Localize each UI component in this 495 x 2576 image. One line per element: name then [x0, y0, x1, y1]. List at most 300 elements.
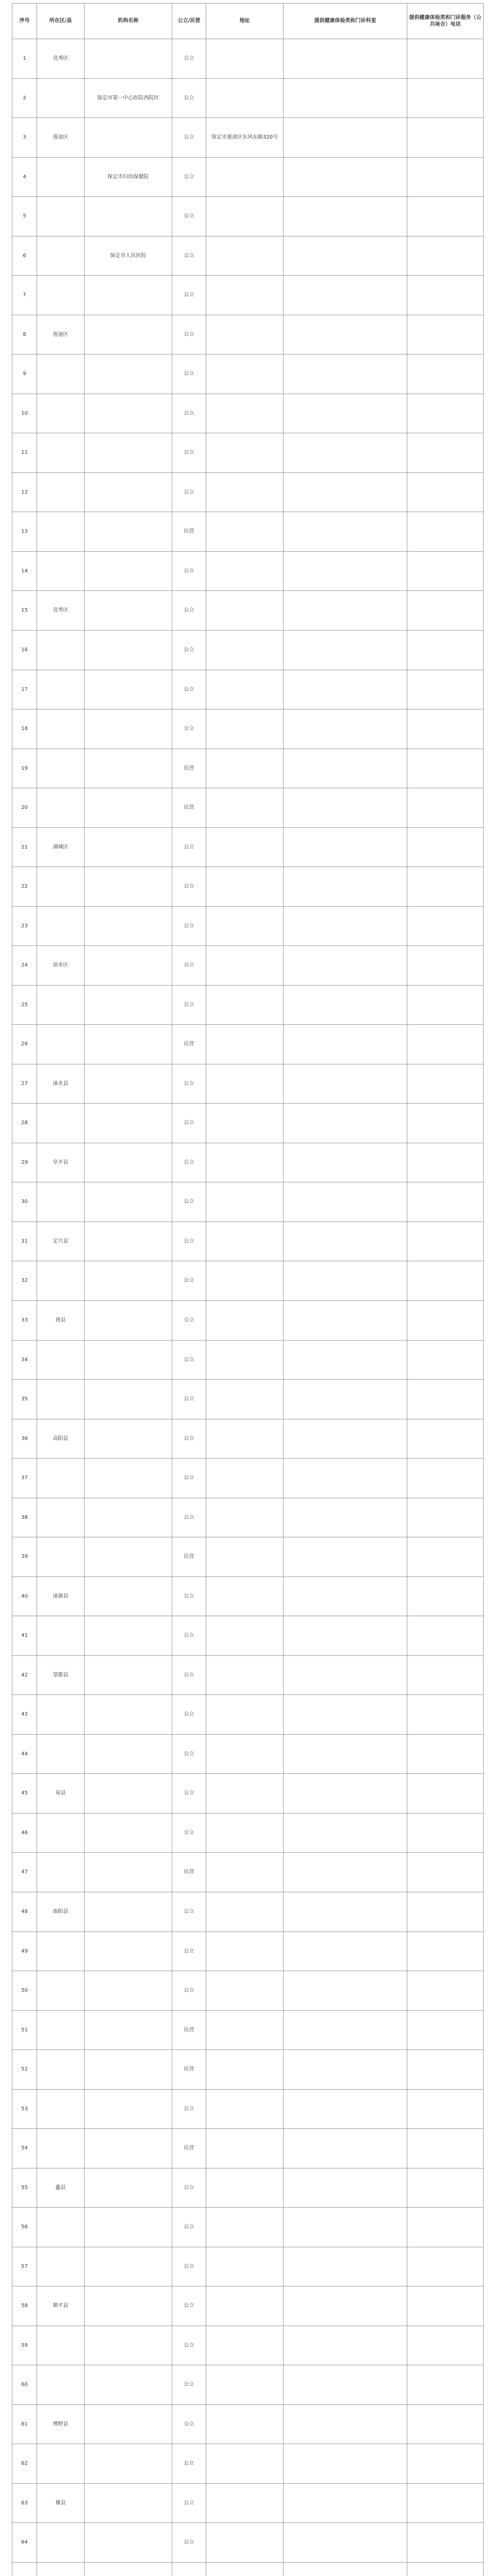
cell-phone	[407, 472, 484, 512]
cell-service	[284, 1459, 407, 1498]
table-row	[12, 39, 484, 79]
cell-name	[85, 512, 172, 552]
cell-type: 公立	[172, 2326, 206, 2365]
table-row	[12, 1104, 484, 1143]
cell-phone	[407, 906, 484, 946]
table-row	[12, 236, 484, 276]
table-row	[12, 2523, 484, 2563]
cell-address	[206, 1537, 284, 1577]
cell-service	[284, 591, 407, 631]
cell-district	[37, 709, 85, 749]
cell-service	[284, 2089, 407, 2129]
cell-district	[37, 2247, 85, 2286]
cell-type: 公立	[172, 2089, 206, 2129]
cell-phone	[407, 1892, 484, 1931]
cell-address	[206, 315, 284, 354]
table-row	[12, 512, 484, 552]
cell-no: 14	[12, 551, 37, 591]
cell-no: 9	[12, 354, 37, 394]
cell-name	[85, 2483, 172, 2523]
cell-address	[206, 1419, 284, 1459]
cell-address	[206, 2365, 284, 2405]
cell-no: 18	[12, 709, 37, 749]
cell-name	[85, 1380, 172, 1419]
cell-no: 41	[12, 1616, 37, 1656]
cell-address	[206, 2208, 284, 2247]
cell-service	[284, 197, 407, 236]
cell-service	[284, 1892, 407, 1931]
cell-type: 公立	[172, 2404, 206, 2444]
cell-address	[206, 2563, 284, 2576]
cell-type: 公立	[172, 472, 206, 512]
table-row	[12, 1182, 484, 1222]
cell-type: 公立	[172, 946, 206, 986]
cell-phone	[407, 2286, 484, 2326]
cell-address	[206, 2010, 284, 2050]
cell-address	[206, 946, 284, 986]
table-row	[12, 2129, 484, 2168]
cell-no: 3	[12, 118, 37, 158]
header-phone: 提供健康体检类和门诊服务（公共场合）电话	[407, 4, 484, 39]
table-row	[12, 551, 484, 591]
cell-name	[85, 1261, 172, 1301]
cell-phone	[407, 2129, 484, 2168]
cell-no: 30	[12, 1182, 37, 1222]
cell-type: 公立	[172, 2523, 206, 2563]
cell-type: 公立	[172, 1380, 206, 1419]
cell-district	[37, 1380, 85, 1419]
cell-no: 16	[12, 630, 37, 670]
cell-type: 公立	[172, 157, 206, 197]
cell-no: 63	[12, 2483, 37, 2523]
cell-type: 公立	[172, 1695, 206, 1735]
cell-no: 5	[12, 197, 37, 236]
cell-address	[206, 827, 284, 867]
cell-name	[85, 709, 172, 749]
cell-district	[37, 1498, 85, 1537]
cell-name	[85, 906, 172, 946]
cell-name	[85, 2010, 172, 2050]
cell-no: 52	[12, 2050, 37, 2090]
table-row	[12, 2168, 484, 2208]
table-row	[12, 2089, 484, 2129]
cell-address	[206, 2050, 284, 2090]
table-header-row	[12, 4, 484, 39]
cell-district: 易县	[37, 1774, 85, 1814]
cell-phone	[407, 433, 484, 473]
cell-service	[284, 118, 407, 158]
cell-service	[284, 1931, 407, 1971]
cell-name	[85, 985, 172, 1025]
cell-type: 公立	[172, 1222, 206, 1261]
cell-service	[284, 1616, 407, 1656]
cell-address	[206, 749, 284, 788]
cell-district: 竞秀区	[37, 39, 85, 79]
table-row	[12, 2444, 484, 2484]
cell-name	[85, 1971, 172, 2011]
table-row	[12, 78, 484, 118]
cell-phone	[407, 1931, 484, 1971]
cell-service	[284, 472, 407, 512]
cell-type: 公立	[172, 1064, 206, 1104]
cell-no: 55	[12, 2168, 37, 2208]
cell-type: 公立	[172, 2365, 206, 2405]
cell-service	[284, 1222, 407, 1261]
cell-no: 28	[12, 1104, 37, 1143]
cell-service	[284, 433, 407, 473]
cell-district	[37, 512, 85, 552]
cell-type: 民营	[172, 2010, 206, 2050]
cell-name	[85, 1104, 172, 1143]
cell-no: 56	[12, 2208, 37, 2247]
header-district: 所在区/县	[37, 4, 85, 39]
cell-address	[206, 2168, 284, 2208]
cell-service	[284, 1774, 407, 1814]
cell-service	[284, 1813, 407, 1853]
cell-no: 58	[12, 2286, 37, 2326]
table-row	[12, 827, 484, 867]
cell-name	[85, 1695, 172, 1735]
cell-phone	[407, 1498, 484, 1537]
cell-name	[85, 1813, 172, 1853]
cell-service	[284, 985, 407, 1025]
cell-address	[206, 1931, 284, 1971]
table-row	[12, 1813, 484, 1853]
cell-no: 42	[12, 1655, 37, 1695]
cell-type: 公立	[172, 1182, 206, 1222]
cell-service	[284, 1104, 407, 1143]
cell-address	[206, 78, 284, 118]
cell-no: 38	[12, 1498, 37, 1537]
cell-name	[85, 2208, 172, 2247]
cell-type: 公立	[172, 867, 206, 907]
cell-district: 望都县	[37, 1655, 85, 1695]
cell-district	[37, 1971, 85, 2011]
cell-name	[85, 551, 172, 591]
table-row	[12, 394, 484, 433]
cell-no: 36	[12, 1419, 37, 1459]
cell-type: 公立	[172, 1813, 206, 1853]
cell-type: 公立	[172, 1892, 206, 1931]
cell-phone	[407, 1301, 484, 1341]
cell-phone	[407, 709, 484, 749]
cell-type: 公立	[172, 2286, 206, 2326]
cell-district: 竞秀区	[37, 591, 85, 631]
cell-address	[206, 788, 284, 828]
table-row	[12, 472, 484, 512]
cell-type: 公立	[172, 2168, 206, 2208]
cell-type: 公立	[172, 709, 206, 749]
cell-district: 顺平县	[37, 2286, 85, 2326]
cell-district	[37, 1459, 85, 1498]
cell-type: 公立	[172, 2208, 206, 2247]
cell-type: 民营	[172, 749, 206, 788]
table-row	[12, 1853, 484, 1892]
cell-address	[206, 2404, 284, 2444]
cell-type: 民营	[172, 788, 206, 828]
table-row	[12, 1774, 484, 1814]
cell-name	[85, 1222, 172, 1261]
header-type: 公立/民营	[172, 4, 206, 39]
cell-service	[284, 551, 407, 591]
cell-no: 44	[12, 1734, 37, 1774]
cell-address	[206, 1971, 284, 2011]
cell-phone	[407, 2089, 484, 2129]
table-row	[12, 1616, 484, 1656]
cell-phone	[407, 1616, 484, 1656]
cell-district	[37, 788, 85, 828]
cell-phone	[407, 1577, 484, 1616]
cell-service	[284, 1380, 407, 1419]
cell-phone	[407, 630, 484, 670]
cell-phone	[407, 2404, 484, 2444]
cell-phone	[407, 354, 484, 394]
cell-no: 10	[12, 394, 37, 433]
header-no: 序号	[12, 4, 37, 39]
table-row	[12, 433, 484, 473]
table-row	[12, 946, 484, 986]
cell-address	[206, 1064, 284, 1104]
cell-name	[85, 2247, 172, 2286]
cell-address	[206, 1143, 284, 1182]
cell-district: 高阳县	[37, 1419, 85, 1459]
cell-type: 公立	[172, 1340, 206, 1380]
cell-phone	[407, 2010, 484, 2050]
cell-service	[284, 2010, 407, 2050]
cell-no: 7	[12, 276, 37, 315]
cell-service	[284, 1301, 407, 1341]
cell-no	[12, 2563, 37, 2576]
cell-address	[206, 512, 284, 552]
cell-service	[284, 2444, 407, 2484]
cell-district: 莲池区	[37, 315, 85, 354]
table-row	[12, 1971, 484, 2011]
cell-district: 徐水区	[37, 946, 85, 986]
cell-district	[37, 2563, 85, 2576]
cell-address: 保定市莲池区东风东路320号	[206, 118, 284, 158]
cell-name	[85, 1774, 172, 1814]
cell-service	[284, 1025, 407, 1064]
cell-district: 曲阳县	[37, 1892, 85, 1931]
cell-phone	[407, 315, 484, 354]
cell-name	[85, 2286, 172, 2326]
cell-no: 4	[12, 157, 37, 197]
table-row	[12, 1380, 484, 1419]
cell-type: 公立	[172, 1459, 206, 1498]
cell-no: 27	[12, 1064, 37, 1104]
cell-service	[284, 2326, 407, 2365]
cell-address	[206, 906, 284, 946]
table-row	[12, 630, 484, 670]
cell-address	[206, 1892, 284, 1931]
cell-name	[85, 788, 172, 828]
cell-phone	[407, 2168, 484, 2208]
cell-type: 民营	[172, 1025, 206, 1064]
cell-address	[206, 157, 284, 197]
cell-address	[206, 2129, 284, 2168]
cell-name	[85, 2365, 172, 2405]
cell-address	[206, 551, 284, 591]
cell-phone	[407, 2050, 484, 2090]
cell-no: 46	[12, 1813, 37, 1853]
table-row	[12, 2404, 484, 2444]
cell-district	[37, 1616, 85, 1656]
cell-type: 民营	[172, 1537, 206, 1577]
cell-phone	[407, 749, 484, 788]
cell-service	[284, 827, 407, 867]
cell-phone	[407, 1774, 484, 1814]
cell-no: 21	[12, 827, 37, 867]
cell-address	[206, 591, 284, 631]
cell-service	[284, 157, 407, 197]
cell-name	[85, 1301, 172, 1341]
cell-name	[85, 1931, 172, 1971]
table-row	[12, 2365, 484, 2405]
cell-service	[284, 276, 407, 315]
table-row	[12, 2483, 484, 2523]
table-row	[12, 670, 484, 709]
cell-type: 公立	[172, 78, 206, 118]
table-row	[12, 118, 484, 158]
cell-no: 34	[12, 1340, 37, 1380]
cell-type: 公立	[172, 1774, 206, 1814]
cell-district: 涞水县	[37, 1064, 85, 1104]
cell-district	[37, 2523, 85, 2563]
cell-district	[37, 985, 85, 1025]
table-row	[12, 1143, 484, 1182]
cell-phone	[407, 1734, 484, 1774]
cell-phone	[407, 827, 484, 867]
cell-no: 19	[12, 749, 37, 788]
cell-district	[37, 1537, 85, 1577]
cell-address	[206, 1261, 284, 1301]
cell-service	[284, 1064, 407, 1104]
cell-phone	[407, 1537, 484, 1577]
cell-type: 公立	[172, 2247, 206, 2286]
cell-no: 47	[12, 1853, 37, 1892]
table-row	[12, 1695, 484, 1735]
cell-name	[85, 2523, 172, 2563]
cell-address	[206, 2089, 284, 2129]
cell-district	[37, 433, 85, 473]
cell-phone	[407, 1104, 484, 1143]
cell-district: 定兴县	[37, 1222, 85, 1261]
cell-address	[206, 1182, 284, 1222]
cell-type: 公立	[172, 985, 206, 1025]
cell-district: 雄县	[37, 2483, 85, 2523]
cell-name	[85, 2563, 172, 2576]
cell-service	[284, 1340, 407, 1380]
cell-name	[85, 1182, 172, 1222]
cell-no: 13	[12, 512, 37, 552]
cell-address	[206, 1774, 284, 1814]
cell-no: 49	[12, 1931, 37, 1971]
cell-no: 32	[12, 1261, 37, 1301]
table-row	[12, 906, 484, 946]
cell-phone	[407, 1695, 484, 1735]
cell-name	[85, 670, 172, 709]
cell-no: 8	[12, 315, 37, 354]
cell-type	[172, 2563, 206, 2576]
cell-service	[284, 78, 407, 118]
cell-phone	[407, 157, 484, 197]
cell-service	[284, 39, 407, 79]
cell-service	[284, 788, 407, 828]
cell-address	[206, 236, 284, 276]
cell-address	[206, 2523, 284, 2563]
cell-no: 48	[12, 1892, 37, 1931]
cell-no: 45	[12, 1774, 37, 1814]
cell-district	[37, 2050, 85, 2090]
cell-address	[206, 670, 284, 709]
cell-phone	[407, 39, 484, 79]
cell-phone	[407, 2247, 484, 2286]
cell-name	[85, 1498, 172, 1537]
cell-name	[85, 2404, 172, 2444]
cell-type: 民营	[172, 2050, 206, 2090]
cell-phone	[407, 2483, 484, 2523]
cell-name	[85, 2444, 172, 2484]
cell-phone	[407, 1025, 484, 1064]
cell-service	[284, 2129, 407, 2168]
cell-district	[37, 78, 85, 118]
cell-address	[206, 1577, 284, 1616]
cell-district	[37, 551, 85, 591]
table-row	[12, 985, 484, 1025]
cell-no: 54	[12, 2129, 37, 2168]
cell-phone	[407, 985, 484, 1025]
cell-no: 6	[12, 236, 37, 276]
cell-phone	[407, 1971, 484, 2011]
cell-address	[206, 1340, 284, 1380]
table-row	[12, 1064, 484, 1104]
cell-phone	[407, 1182, 484, 1222]
cell-address	[206, 354, 284, 394]
cell-address	[206, 1734, 284, 1774]
cell-address	[206, 276, 284, 315]
cell-address	[206, 1695, 284, 1735]
cell-name	[85, 867, 172, 907]
table-row	[12, 709, 484, 749]
cell-no: 17	[12, 670, 37, 709]
cell-phone	[407, 946, 484, 986]
cell-type: 民营	[172, 2129, 206, 2168]
cell-address	[206, 1853, 284, 1892]
cell-address	[206, 1301, 284, 1341]
cell-name	[85, 433, 172, 473]
hospital-table	[12, 3, 484, 2576]
cell-phone	[407, 1340, 484, 1380]
cell-phone	[407, 394, 484, 433]
cell-name	[85, 1655, 172, 1695]
cell-no: 26	[12, 1025, 37, 1064]
cell-name	[85, 1577, 172, 1616]
cell-phone	[407, 1853, 484, 1892]
cell-phone	[407, 2326, 484, 2365]
cell-service	[284, 1577, 407, 1616]
table-row	[12, 749, 484, 788]
cell-no: 33	[12, 1301, 37, 1341]
cell-type: 公立	[172, 630, 206, 670]
cell-service	[284, 2365, 407, 2405]
cell-name	[85, 1025, 172, 1064]
cell-name	[85, 2326, 172, 2365]
table-row	[12, 2208, 484, 2247]
cell-name	[85, 276, 172, 315]
cell-phone	[407, 2365, 484, 2405]
cell-type: 公立	[172, 1734, 206, 1774]
cell-address	[206, 867, 284, 907]
